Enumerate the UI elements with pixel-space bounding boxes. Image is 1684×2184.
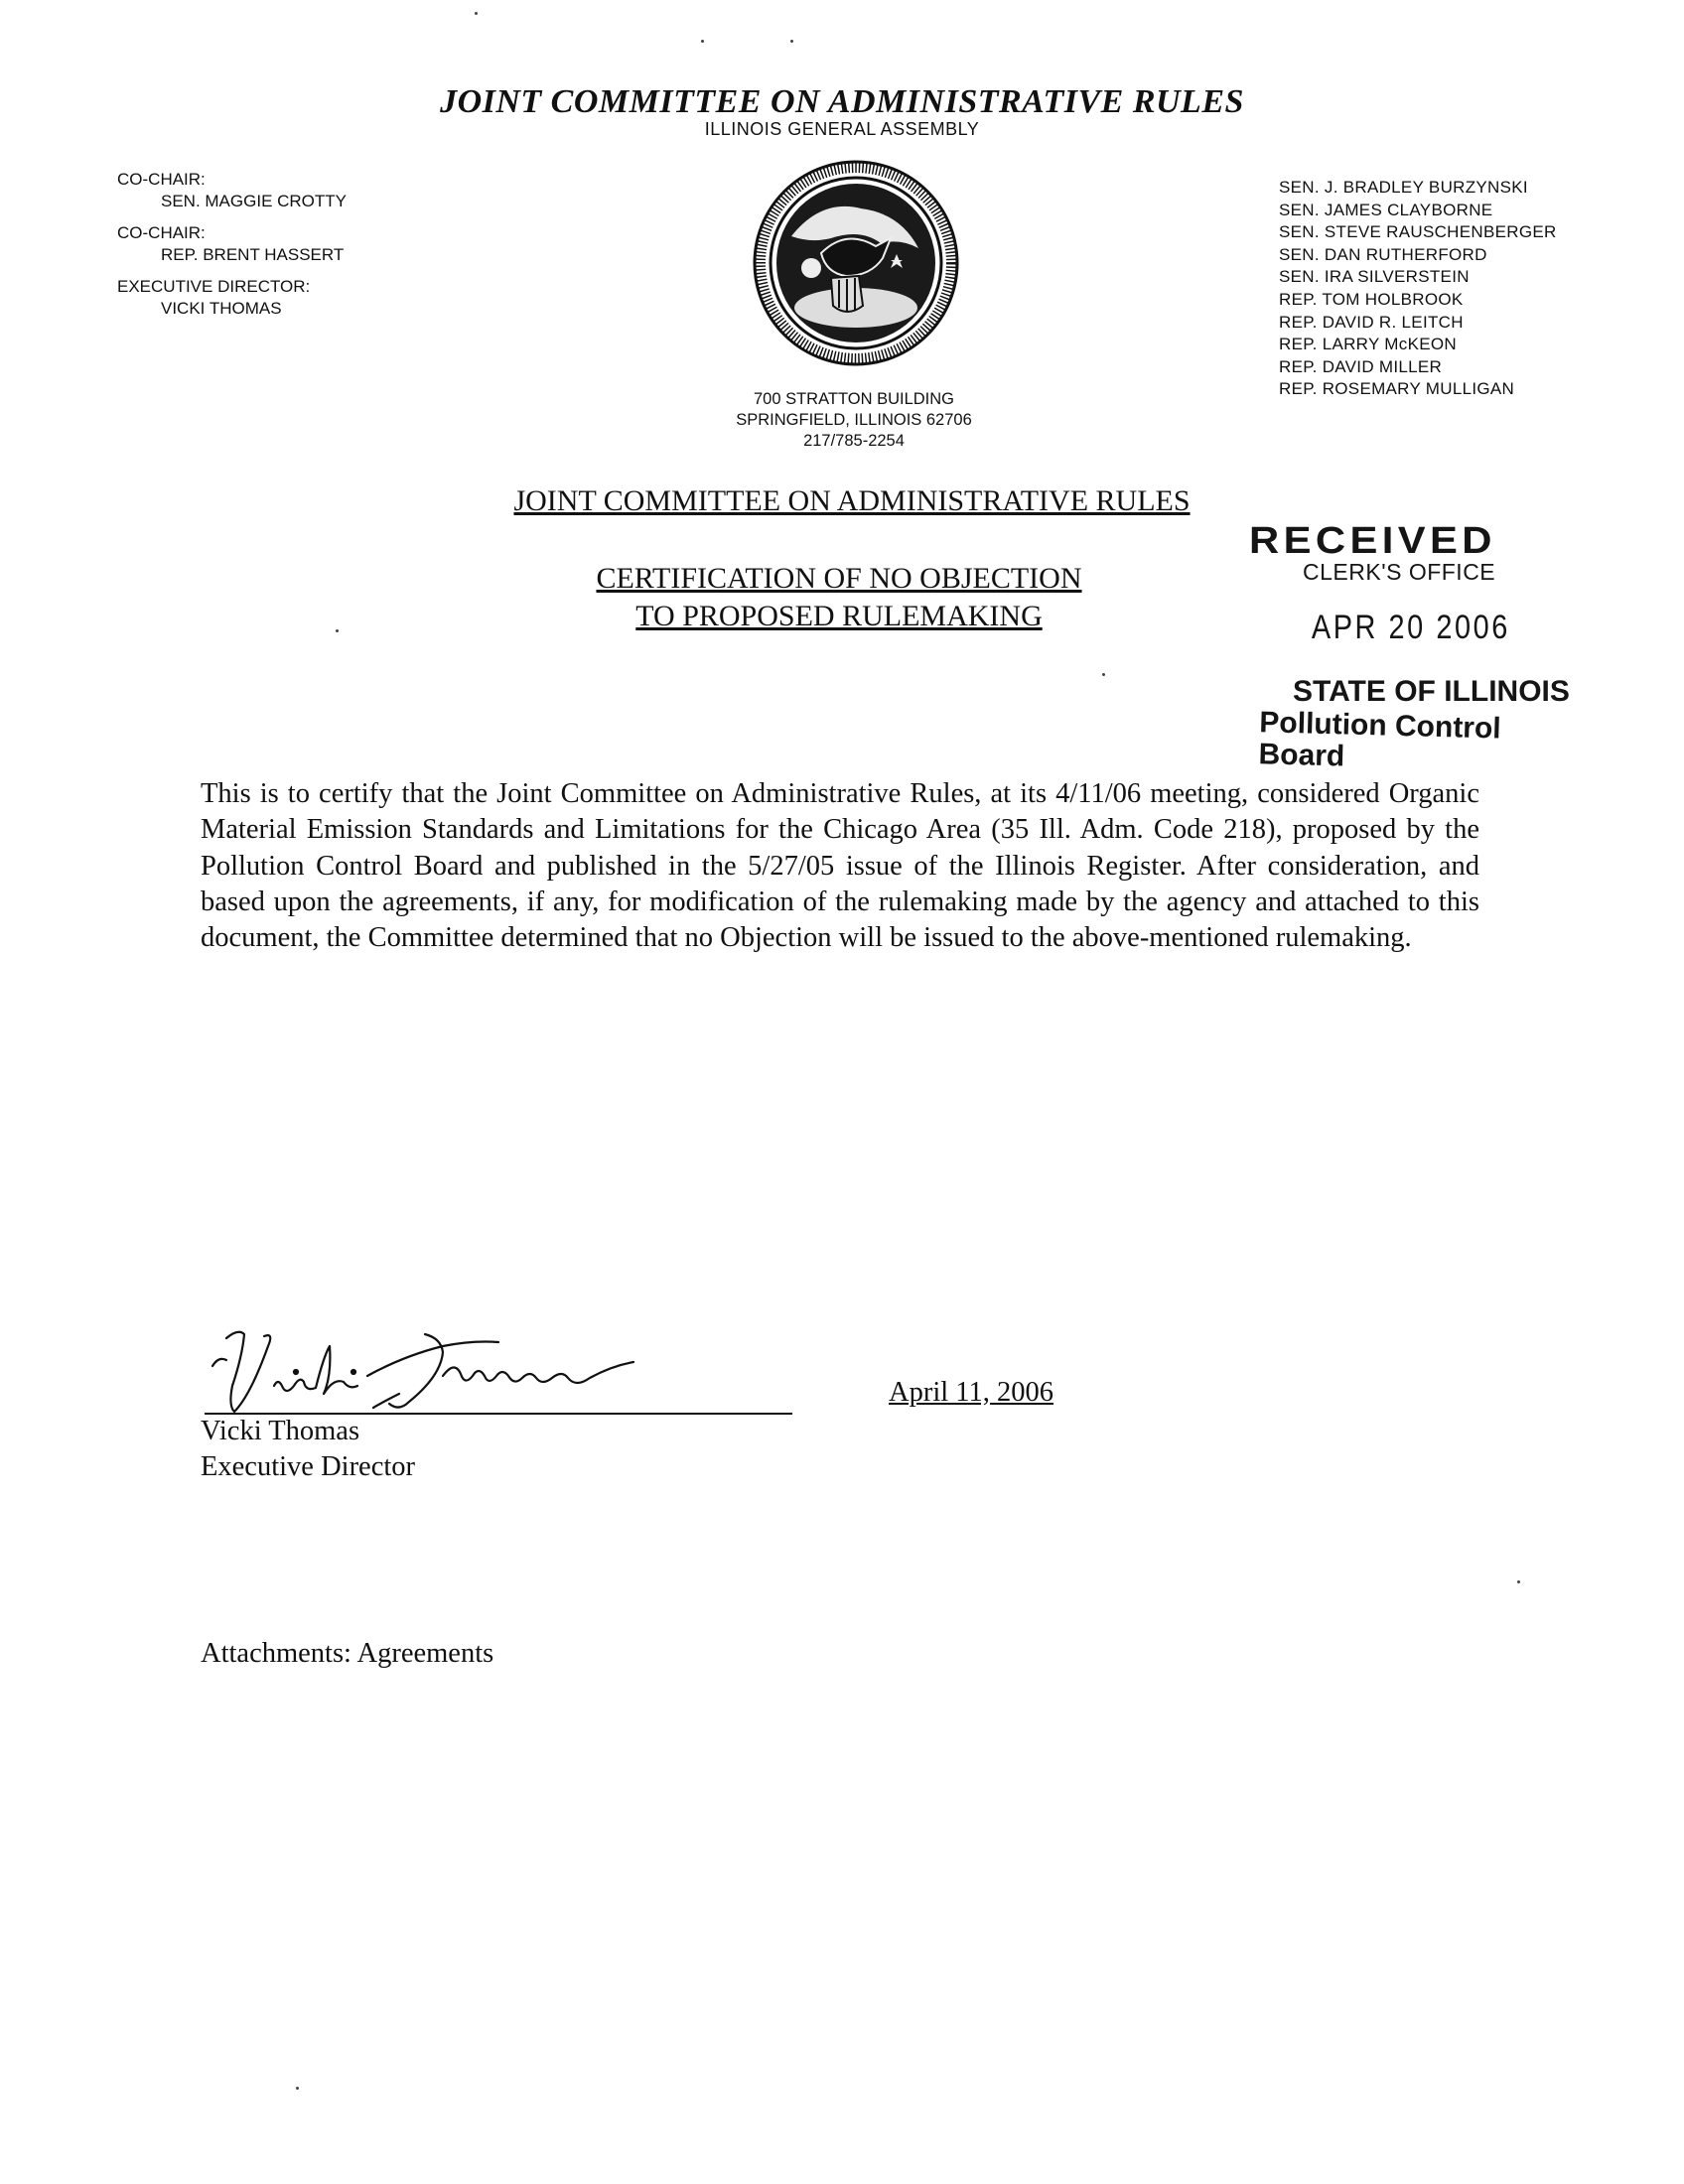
stamp-received: RECEIVED	[1249, 520, 1496, 562]
scan-speck	[1517, 1580, 1520, 1583]
signatory-name: Vicki Thomas	[201, 1416, 360, 1446]
officer-entry	[117, 169, 347, 212]
assembly-subtitle: ILLINOIS GENERAL ASSEMBLY	[704, 119, 980, 139]
officer-entry	[117, 222, 347, 266]
stamp-date: APR 20 2006	[1311, 609, 1510, 646]
address-city: SPRINGFIELD, ILLINOIS 62706	[736, 411, 972, 429]
scan-speck	[701, 40, 704, 43]
stamp-board: Pollution Control Board	[1258, 706, 1502, 773]
scan-speck	[296, 2087, 299, 2090]
member-name: REP. LARRY McKEON	[1279, 335, 1457, 354]
received-stamp	[1249, 520, 1577, 773]
address-line: 700 STRATTON BUILDING	[753, 390, 955, 408]
committee-title: JOINT COMMITTEE ON ADMINISTRATIVE RULES	[440, 83, 1244, 120]
scan-speck	[1102, 673, 1105, 676]
officers-list	[117, 169, 347, 330]
scan-speck	[475, 12, 478, 15]
state-seal-icon	[752, 159, 960, 367]
signature-date: April 11, 2006	[889, 1377, 1053, 1408]
certification-title-line2: TO PROPOSED RULEMAKING	[635, 600, 1043, 632]
attachments-note: Attachments: Agreements	[201, 1638, 494, 1669]
document-heading-text: JOINT COMMITTEE ON ADMINISTRATIVE RULES	[513, 484, 1191, 517]
officer-entry	[117, 276, 347, 320]
officer-name: SEN. MAGGIE CROTTY	[161, 192, 348, 210]
document-heading	[0, 484, 1684, 518]
member-name: SEN. J. BRADLEY BURZYNSKI	[1279, 178, 1528, 197]
member-name: REP. TOM HOLBROOK	[1279, 289, 1464, 309]
member-name: SEN. IRA SILVERSTEIN	[1279, 267, 1470, 287]
officer-role: CO-CHAIR:	[117, 223, 206, 242]
member-name: REP. DAVID MILLER	[1279, 356, 1443, 376]
stamp-office: CLERK'S OFFICE	[1303, 559, 1496, 585]
certification-title-line1: CERTIFICATION OF NO OBJECTION	[596, 562, 1082, 595]
officer-role: EXECUTIVE DIRECTOR:	[117, 277, 311, 296]
member-name: REP. DAVID R. LEITCH	[1279, 312, 1464, 332]
officer-name: REP. BRENT HASSERT	[161, 245, 345, 264]
stamp-state: STATE OF ILLINOIS	[1293, 675, 1570, 708]
scan-speck	[790, 40, 793, 43]
officer-name: VICKI THOMAS	[161, 299, 282, 318]
member-name: SEN. JAMES CLAYBORNE	[1279, 200, 1493, 219]
member-name: REP. ROSEMARY MULLIGAN	[1279, 379, 1515, 399]
certification-title	[477, 560, 1201, 635]
signatory-title: Executive Director	[201, 1451, 416, 1482]
handwritten-signature	[205, 1316, 651, 1426]
certification-body: This is to certify that the Joint Committee on Administrative Rules, at its 4/11/06 meeting, considered Organic Material Emission Standards and Limitations for the Chicago Area (35 Ill. Adm. Code 218), proposed by the Pollution Control Board and published in the 5/27/05 issue of the Illinois Register. After consideration, and based upon the agreements, if any, for modification of the rulemaking made by the agency and attached to this document, the Committee determined that no Objection will be issued to the above-mentioned rulemaking.	[201, 778, 1479, 954]
scan-speck	[336, 629, 339, 632]
member-name: SEN. STEVE RAUSCHENBERGER	[1279, 222, 1557, 242]
committee-address	[655, 389, 1052, 452]
officer-role: CO-CHAIR:	[117, 170, 206, 189]
members-list	[1279, 177, 1557, 401]
member-name: SEN. DAN RUTHERFORD	[1279, 244, 1487, 264]
address-phone: 217/785-2254	[803, 432, 905, 450]
